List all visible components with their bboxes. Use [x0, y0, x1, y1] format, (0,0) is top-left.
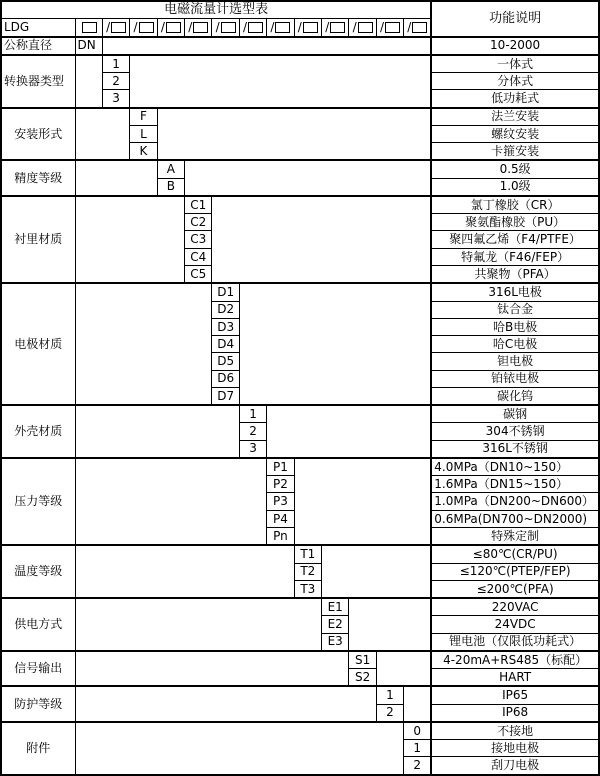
option-function-cell: HART [431, 669, 599, 687]
option-function-cell: 氯丁橡胶（CR） [431, 196, 599, 214]
section-row [1, 108, 599, 126]
code-box-icon [82, 22, 97, 33]
option-function-cell: 碳化钨 [431, 387, 599, 405]
section-row [1, 37, 599, 55]
section-row [1, 686, 599, 704]
option-function-cell: 1.6MPa（DN15~150） [431, 476, 599, 493]
section-label: 温度等级 [1, 545, 75, 598]
blank-cell [130, 55, 431, 108]
option-function-cell: 刮刀电极 [431, 757, 599, 775]
option-code-cell: F [130, 108, 157, 126]
section-label: 信号输出 [1, 651, 75, 687]
section-label: 供电方式 [1, 598, 75, 651]
section-row [1, 405, 599, 423]
option-function-cell: 4-20mA+RS485（标配） [431, 651, 599, 669]
blank-cell [75, 196, 185, 283]
option-function-cell: 钽电极 [431, 353, 599, 370]
option-function-cell: 特殊定制 [431, 527, 599, 545]
option-code-cell: S2 [349, 669, 376, 687]
option-code-cell: D6 [212, 370, 239, 387]
option-code-cell: A [157, 160, 184, 178]
option-code-cell: T3 [294, 580, 321, 598]
code-box-icon [303, 22, 318, 33]
title-row [1, 1, 599, 19]
code-box-icon [330, 22, 345, 33]
blank-cell [212, 196, 431, 283]
option-code-cell: D3 [212, 318, 239, 335]
option-function-cell: 不接地 [431, 722, 599, 740]
model-row-label: LDG [1, 19, 75, 37]
option-code-cell: C3 [185, 231, 212, 248]
option-function-cell: 低功耗式 [431, 90, 599, 108]
option-code-cell: 2 [239, 423, 266, 440]
section-label: 压力等级 [1, 458, 75, 545]
blank-cell [75, 722, 404, 775]
code-box-icon [385, 22, 400, 33]
option-code-cell: P2 [267, 476, 294, 493]
function-column-header: 功能说明 [431, 1, 599, 37]
code-box-icon [358, 22, 373, 33]
blank-cell [75, 283, 212, 405]
section-label: 衬里材质 [1, 196, 75, 283]
blank-cell [267, 405, 432, 458]
option-code-cell: D7 [212, 387, 239, 405]
section-label: 公称直径 [1, 37, 75, 55]
option-function-cell: 316L电极 [431, 283, 599, 301]
blank-cell [294, 458, 431, 545]
code-box-icon [248, 22, 263, 33]
blank-cell [75, 458, 267, 545]
option-function-cell: 304不锈钢 [431, 423, 599, 440]
option-function-cell: 24VDC [431, 616, 599, 633]
model-code-cell: / [322, 19, 349, 37]
option-code-cell: S1 [349, 651, 376, 669]
code-box-icon [193, 22, 208, 33]
blank-cell [75, 545, 294, 598]
code-box-icon [275, 22, 290, 33]
option-code-cell: 1 [239, 405, 266, 423]
code-box-icon [166, 22, 181, 33]
option-code-cell: 2 [376, 704, 403, 722]
section-row [1, 283, 599, 301]
model-code-cell: / [294, 19, 321, 37]
option-code-cell: 2 [102, 73, 129, 90]
code-box-icon [412, 22, 427, 33]
section-label: 防护等级 [1, 686, 75, 722]
model-code-cell: / [130, 19, 157, 37]
section-row [1, 722, 599, 740]
option-code-cell: 3 [239, 440, 266, 458]
section-label: 安装形式 [1, 108, 75, 161]
section-row [1, 458, 599, 476]
option-code-cell: 3 [102, 90, 129, 108]
option-code-cell: C2 [185, 214, 212, 231]
option-function-cell: IP68 [431, 704, 599, 722]
blank-cell [376, 651, 431, 687]
option-code-cell: P1 [267, 458, 294, 476]
option-function-cell: ≤120℃(PTEP/FEP) [431, 563, 599, 580]
option-function-cell: 分体式 [431, 73, 599, 90]
option-function-cell: 碳钢 [431, 405, 599, 423]
option-function-cell: 聚氨酯橡胶（PU） [431, 214, 599, 231]
blank-cell [349, 598, 431, 651]
model-code-cell: / [349, 19, 376, 37]
option-function-cell: 0.6MPa(DN700~DN2000) [431, 510, 599, 527]
option-code-cell: T1 [294, 545, 321, 563]
option-function-cell: 聚四氟乙烯（F4/PTFE） [431, 231, 599, 248]
model-code-cell: / [185, 19, 212, 37]
option-function-cell: 法兰安装 [431, 108, 599, 126]
option-function-cell: 1.0级 [431, 178, 599, 196]
option-code-cell: 2 [404, 757, 432, 775]
option-code-cell: D4 [212, 336, 239, 353]
option-function-cell: 铂铱电极 [431, 370, 599, 387]
model-code-cell: / [212, 19, 239, 37]
option-code-cell: P3 [267, 493, 294, 510]
option-code-cell: C1 [185, 196, 212, 214]
option-function-cell: ≤200℃(PFA) [431, 580, 599, 598]
section-row [1, 196, 599, 214]
option-function-cell: 220VAC [431, 598, 599, 616]
blank-cell [157, 108, 431, 161]
option-code-cell: 1 [376, 686, 403, 704]
model-code-cell: / [404, 19, 432, 37]
option-code-cell: Pn [267, 527, 294, 545]
blank-cell [75, 598, 322, 651]
model-code-cell: / [157, 19, 184, 37]
option-code-cell: 1 [404, 740, 432, 757]
option-function-cell: 接地电极 [431, 740, 599, 757]
model-code-cell: / [376, 19, 403, 37]
blank-cell [102, 37, 431, 55]
option-function-cell: 卡箍安装 [431, 143, 599, 161]
blank-cell [75, 686, 376, 722]
section-row [1, 598, 599, 616]
option-function-cell: IP65 [431, 686, 599, 704]
model-code-cell: / [239, 19, 266, 37]
model-code-cell [75, 19, 102, 37]
option-code-cell: E3 [322, 633, 349, 651]
option-code-cell: 0 [404, 722, 432, 740]
option-function-cell: 316L不锈钢 [431, 440, 599, 458]
option-code-cell: D2 [212, 301, 239, 318]
code-box-icon [111, 22, 126, 33]
model-code-cell: / [102, 19, 129, 37]
option-code-cell: C5 [185, 265, 212, 283]
option-function-cell: 10-2000 [431, 37, 599, 55]
section-label: 精度等级 [1, 160, 75, 196]
blank-cell [75, 160, 157, 196]
option-function-cell: 一体式 [431, 55, 599, 73]
blank-cell [404, 686, 432, 722]
section-row [1, 545, 599, 563]
option-code-cell: 1 [102, 55, 129, 73]
option-code-cell: B [157, 178, 184, 196]
option-code-cell: D5 [212, 353, 239, 370]
blank-cell [75, 651, 349, 687]
section-label: 转换器类型 [1, 55, 75, 108]
section-label: 电极材质 [1, 283, 75, 405]
option-function-cell: 哈C电极 [431, 336, 599, 353]
code-box-icon [221, 22, 236, 33]
section-row [1, 651, 599, 669]
blank-cell [75, 405, 239, 458]
option-code-cell: L [130, 125, 157, 142]
section-label: 附件 [1, 722, 75, 775]
section-row [1, 55, 599, 73]
option-function-cell: 特氟龙（F46/FEP） [431, 248, 599, 265]
option-code-cell: E1 [322, 598, 349, 616]
blank-cell [75, 55, 102, 108]
option-function-cell: 钛合金 [431, 301, 599, 318]
option-code-cell: K [130, 143, 157, 161]
selection-table-body [1, 1, 599, 775]
blank-cell [75, 108, 130, 161]
option-function-cell: ≤80℃(CR/PU) [431, 545, 599, 563]
option-function-cell: 锂电池（仅限低功耗式） [431, 633, 599, 651]
option-function-cell: 共聚物（PFA） [431, 265, 599, 283]
blank-cell [239, 283, 431, 405]
model-code-cell: / [267, 19, 294, 37]
option-code-cell: C4 [185, 248, 212, 265]
blank-cell [185, 160, 432, 196]
table-title: 电磁流量计选型表 [1, 1, 431, 19]
section-label: 外壳材质 [1, 405, 75, 458]
option-code-cell: E2 [322, 616, 349, 633]
option-code-cell: T2 [294, 563, 321, 580]
section-row [1, 160, 599, 178]
option-function-cell: 1.0MPa（DN200~DN600） [431, 493, 599, 510]
code-box-icon [139, 22, 154, 33]
option-function-cell: 4.0MPa（DN10~150） [431, 458, 599, 476]
blank-cell [322, 545, 432, 598]
option-function-cell: 哈B电极 [431, 318, 599, 335]
option-function-cell: 螺纹安装 [431, 125, 599, 142]
option-function-cell: 0.5级 [431, 160, 599, 178]
option-code-cell: P4 [267, 510, 294, 527]
option-code-cell: D1 [212, 283, 239, 301]
option-code-cell: DN [75, 37, 102, 55]
